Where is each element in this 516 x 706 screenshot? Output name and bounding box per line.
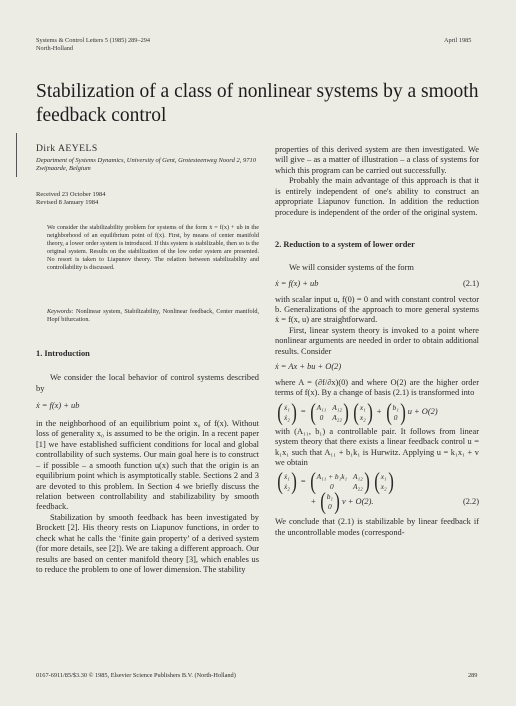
equation-2-2-label: (2.2): [462, 497, 479, 507]
matrix-equation-closed-loop-cont: + ( b₁ 0 ) v + O(2). (2.2): [311, 489, 479, 516]
right-paragraph-6: where A = (∂f/∂x)(0) and where O(2) are the higher order terms of f(x). By a change of basis (2.1) is transformed into: [275, 377, 479, 398]
equation-2-1-body: ẋ = f(x) + ub: [275, 279, 319, 289]
equation-2-1-label: (2.1): [462, 279, 479, 289]
intro-paragraph-2: in the neighborhood of an equilibrium point x₀ of f(x). Without loss of generality x₀ is assumed to be the origin. In a recent paper [1] we have established sufficient conditions for local and global controllability of such systems. Our main goal here is to construct – if possible – a smooth function u(x) such that the origin is an equilibrium point which is asymptotically stable. Sections 2 and 3 are devoted to this problem. In Section 4 we briefly discuss the relation between controllability and stabilizability by smooth feedback.: [36, 418, 259, 512]
right-paragraph-2: Probably the main advantage of this approach is that it is entirely independent of one's ability to construct an appropriate Liapunov function. In addition the reduction procedure is independent of the order of the original system.: [275, 176, 479, 217]
keywords-text: Nonlinear system, Stabilizability, Nonlinear feedback, Center manifold, Hopf bifurcation.: [47, 308, 260, 323]
right-paragraph-8: We conclude that (2.1) is stabilizable by linear feedback if the uncontrollable modes (correspond-: [275, 517, 479, 537]
journal-citation: Systems & Control Letters 5 (1985) 289–294: [36, 37, 151, 44]
margin-mark: [16, 133, 17, 177]
section-heading-reduction: 2. Reduction to a system of lower order: [275, 240, 415, 250]
right-paragraph-7: with (A₁₁, b₁) a controllable pair. It follows from linear system theory that there exists a linear feedback control u = k₁x₁ such that A₁₁ + b₁k₁ is Hurwitz. Applying u = k₁x₁ + v we obtain: [275, 426, 479, 467]
equation-2-1: [275, 279, 479, 289]
matrix-equation-transformed: ( ẋ₁ ẋ₂ ) = ( A₁₁ A₁₂ 0 A₂₂ ) ( x₁ x₂ ) + ( b₁ 0 ) u + O(2): [277, 399, 438, 426]
publisher: North-Holland: [36, 45, 74, 52]
page-number: 289: [468, 672, 478, 679]
equation-system: ẋ = f(x) + ub: [36, 401, 80, 411]
right-paragraph-5: First, linear system theory is invoked to a point where nonlinear arguments are needed in order to obtain additional results. Consider: [275, 325, 479, 356]
paper-title: Stabilization of a class of nonlinear systems by a smooth feedback control: [36, 81, 479, 126]
intro-paragraph-3: Stabilization by smooth feedback has been investigated by Brockett [2]. His theory rests on Liapunov functions, in order to check what he calls the ‘finite gain property’ of a derived system (for more details, see [2]). We are taking a different approach. Our results are based on center manifold theory [3], which enables us to reduce the problem to one of lower dimension. The stability: [36, 512, 259, 575]
right-paragraph-3: We will consider systems of the form: [289, 262, 414, 272]
received-date: Received 23 October 1984: [36, 191, 106, 198]
right-column: [275, 145, 479, 538]
right-paragraph-4: with scalar input u, f(0) = 0 and with constant control vector b. Generalizations of the approach to more general systems ẋ = f(x, u) are straightforward.: [275, 294, 479, 325]
author-affiliation: Department of Systems Dynamics, University of Gent, Grotesteenweg Noord 2, 9710 Zwijnaarde, Belgium: [36, 157, 256, 173]
submission-dates: [36, 191, 106, 208]
section-heading-introduction: 1. Introduction: [36, 349, 90, 358]
intro-paragraph-1: We consider the local behavior of control systems described by: [36, 373, 259, 393]
matrix-equation-closed-loop: ( ẋ₁ ẋ₂ ) = ( A₁₁ + b₁k₁ A₁₂ 0 A₂₂ ) ( x₁ x₂ ): [277, 469, 394, 496]
revised-date: Revised 8 January 1984: [36, 199, 99, 207]
equation-linearized: ẋ = Ax + bu + O(2): [275, 362, 342, 372]
left-column: [36, 349, 259, 576]
author-name: Dirk AEYELS: [36, 143, 98, 154]
right-paragraph-1: properties of this derived system are then investigated. We will give – as a matter of illustration – a class of systems for which this program can be carried out successfully.: [275, 145, 479, 175]
keywords-label: Keywords:: [47, 308, 74, 315]
footer-copyright: 0167-6911/85/$3.30 © 1985, Elsevier Science Publishers B.V. (North-Holland): [36, 672, 236, 679]
keywords: [47, 308, 259, 324]
abstract: We consider the stabilizability problem for systems of the form ẋ = f(x) + ub in the neighborhood of an equilibrium point of f(x). First, by means of center manifold theory, a lower order system is introduced. If this system is stabilizable, then so is the original system. Results on the stabilization of the low order system are presented. No resort is taken to Liapunov theory. The relation between stabilizability and controllability is discussed.: [47, 224, 259, 271]
issue-date: April 1985: [444, 37, 472, 44]
